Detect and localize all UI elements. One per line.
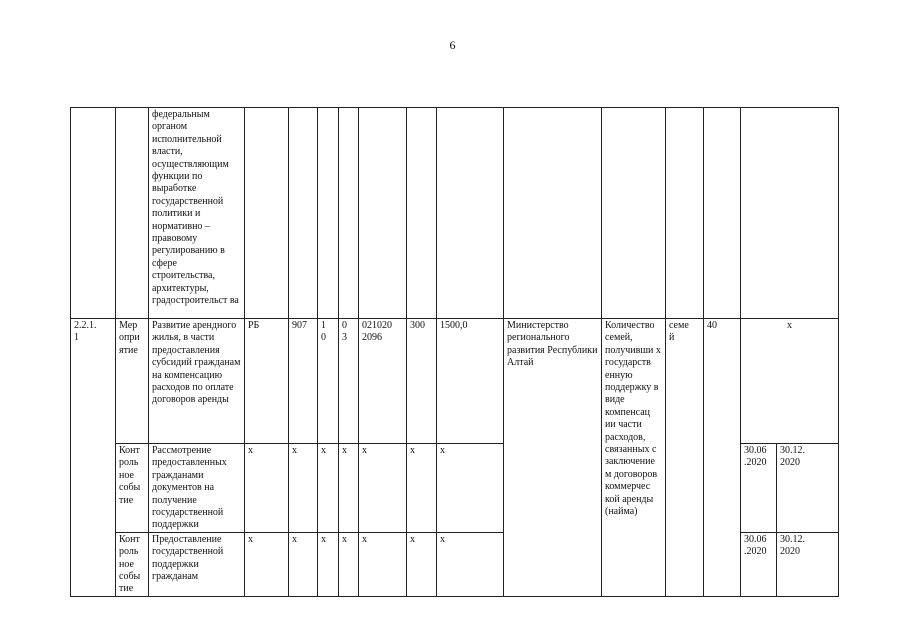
cont-type-cell	[116, 108, 149, 319]
measure-pr: 0 3	[339, 319, 359, 444]
cont-code-cell	[71, 108, 116, 319]
event-pr: x	[339, 444, 359, 533]
event-start-date: 30.06 .2020	[741, 532, 777, 596]
measure-indicator: Количество семей, получивши х государств енную поддержку в виде компенсац ии части расходов, связанных с заключение м договоров коммерчес кой аренды (найма)	[602, 319, 666, 597]
measure-csr: 021020 2096	[359, 319, 407, 444]
event-vr: x	[407, 532, 437, 596]
event-start-date: 30.06 .2020	[741, 444, 777, 533]
measure-rz: 1 0	[318, 319, 339, 444]
event-name: Предоставление государственной поддержки гражданам	[149, 532, 245, 596]
event-budget: x	[245, 532, 289, 596]
page-number: 6	[449, 38, 456, 52]
measure-code: 2.2.1. 1	[71, 319, 116, 597]
empty-cell	[602, 108, 666, 319]
event-type: Конт роль ное собы тие	[116, 444, 149, 533]
empty-cell	[245, 108, 289, 319]
event-amount: x	[437, 532, 504, 596]
empty-cell	[437, 108, 504, 319]
measure-dates: x	[741, 319, 839, 444]
event-budget: x	[245, 444, 289, 533]
measure-budget: РБ	[245, 319, 289, 444]
event-rz: x	[318, 444, 339, 533]
continuation-row	[71, 108, 839, 319]
event-csr: x	[359, 532, 407, 596]
measure-name: Развитие арендного жилья, в части предоставления субсидий гражданам на компенсацию расходов по оплате договоров аренды	[149, 319, 245, 444]
measure-vr: 300	[407, 319, 437, 444]
empty-cell	[318, 108, 339, 319]
event-amount: x	[437, 444, 504, 533]
measure-unit: семе й	[666, 319, 704, 597]
empty-cell	[666, 108, 704, 319]
program-table	[70, 107, 839, 597]
event-csr: x	[359, 444, 407, 533]
empty-cell	[741, 108, 839, 319]
event-end-date: 30.12. 2020	[777, 532, 839, 596]
empty-cell	[407, 108, 437, 319]
measure-row	[71, 319, 839, 444]
measure-grbs: 907	[289, 319, 318, 444]
measure-amount: 1500,0	[437, 319, 504, 444]
measure-value: 40	[704, 319, 741, 597]
cont-text-cell: федеральным органом исполнительной власти, осуществляющим функции по выработке государственной политики и нормативно – правовому регулированию в сфере строительства, архитектуры, градостроительст ва	[149, 108, 245, 319]
empty-cell	[289, 108, 318, 319]
measure-type: Мер опри ятие	[116, 319, 149, 444]
event-grbs: x	[289, 444, 318, 533]
event-name: Рассмотрение предоставленных гражданами документов на получение государственной поддержки	[149, 444, 245, 533]
event-vr: x	[407, 444, 437, 533]
event-pr: x	[339, 532, 359, 596]
event-rz: x	[318, 532, 339, 596]
measure-executor: Министерство регионального развития Республики Алтай	[504, 319, 602, 597]
event-grbs: x	[289, 532, 318, 596]
empty-cell	[504, 108, 602, 319]
event-type: Конт роль ное собы тие	[116, 532, 149, 596]
empty-cell	[339, 108, 359, 319]
empty-cell	[359, 108, 407, 319]
empty-cell	[704, 108, 741, 319]
event-end-date: 30.12. 2020	[777, 444, 839, 533]
